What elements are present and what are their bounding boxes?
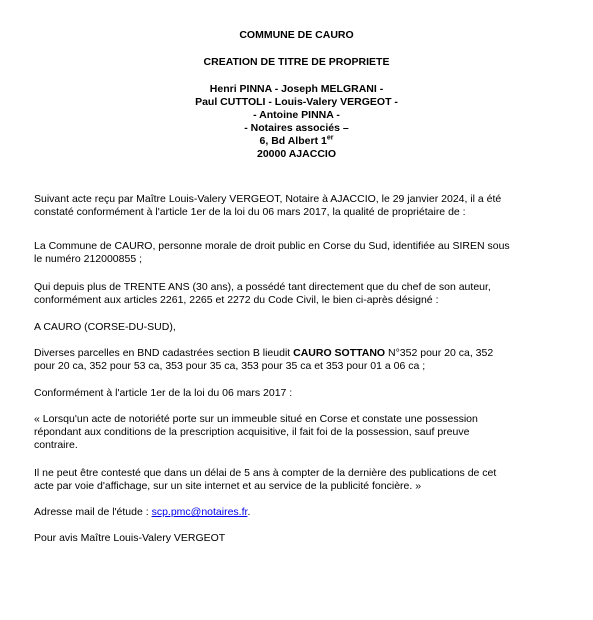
paragraph-line: Pour avis Maître Louis-Valery VERGEOT: [34, 532, 226, 544]
paragraph-line: [34, 347, 564, 360]
paragraph-line: pour 20 ca, 352 pour 53 ca, 353 pour 35 ca, 353 pour 35 ca et 353 pour 01 a 06 ca ;: [34, 360, 426, 372]
paragraph-commune: [34, 240, 564, 266]
notaires-address: [0, 135, 593, 148]
notaires-line-2: Paul CUTTOLI - Louis-Valery VERGEOT -: [195, 96, 398, 108]
address-text: 6, Bd Albert 1: [259, 135, 327, 147]
paragraph-line: Qui depuis plus de TRENTE ANS (30 ans), a possédé tant directement que du chef de son auteur,: [34, 281, 491, 293]
paragraph-conformement: [34, 387, 564, 400]
paragraph-line: contraire.: [34, 439, 78, 451]
parcelles-text: N°352 pour 20 ca, 352: [385, 347, 494, 359]
notaires-block: [0, 83, 593, 161]
email-end: .: [247, 506, 251, 518]
notaires-line-3: - Antoine PINNA -: [253, 109, 340, 121]
lieudit-name: CAURO SOTTANO: [293, 347, 386, 359]
document-title-text: CREATION DE TITRE DE PROPRIETE: [203, 56, 390, 68]
notaires-city: 20000 AJACCIO: [257, 148, 336, 160]
paragraph-quote-2: [34, 467, 564, 493]
paragraph-line: Il ne peut être contesté que dans un délai de 5 ans à compter de la dernière des publications de cet: [34, 467, 497, 479]
paragraph-line: A CAURO (CORSE-DU-SUD),: [34, 321, 176, 333]
paragraph-acte: [34, 193, 564, 219]
paragraph-signature: [34, 532, 564, 545]
document-title: [0, 56, 593, 69]
notaires-line-4: - Notaires associés –: [244, 122, 349, 134]
email-link[interactable]: scp.pmc@notaires.fr: [151, 506, 248, 518]
paragraph-parcelles: [34, 347, 564, 373]
paragraph-line: constaté conformément à l'article 1er de la loi du 06 mars 2017, la qualité de propriétaire de :: [34, 206, 466, 218]
commune-title: COMMUNE DE CAURO: [239, 29, 354, 41]
paragraph-quote-1: [34, 413, 564, 452]
paragraph-line: le numéro 212000855 ;: [34, 253, 142, 265]
address-superscript: er: [326, 134, 334, 142]
paragraph-line: [34, 506, 564, 519]
email-label: Adresse mail de l'étude :: [34, 506, 152, 518]
paragraph-location: [34, 321, 564, 334]
paragraph-email: [34, 506, 564, 519]
paragraph-line: Suivant acte reçu par Maître Louis-Valery VERGEOT, Notaire à AJACCIO, le 29 janvier 2024, il a été: [34, 193, 502, 205]
parcelles-text: Diverses parcelles en BND cadastrées section B lieudit: [34, 347, 294, 359]
paragraph-line: répondant aux conditions de la prescription acquisitive, il fait foi de la possession, sauf preuve: [34, 426, 470, 438]
paragraph-line: conformément aux articles 2261, 2265 et 2272 du Code Civil, le bien ci-après désigné :: [34, 294, 439, 306]
notaires-line-1: Henri PINNA - Joseph MELGRANI -: [209, 83, 384, 95]
paragraph-possession: [34, 281, 564, 307]
paragraph-line: « Lorsqu'un acte de notoriété porte sur un immeuble situé en Corse et constate une possession: [34, 413, 478, 425]
paragraph-line: acte par voie d'affichage, sur un site internet et au service de la publicité foncière. »: [34, 480, 422, 492]
commune-heading: [0, 29, 593, 42]
paragraph-line: La Commune de CAURO, personne morale de droit public en Corse du Sud, identifiée au SIREN sous: [34, 240, 510, 252]
paragraph-line: Conformément à l'article 1er de la loi du 06 mars 2017 :: [34, 387, 293, 399]
